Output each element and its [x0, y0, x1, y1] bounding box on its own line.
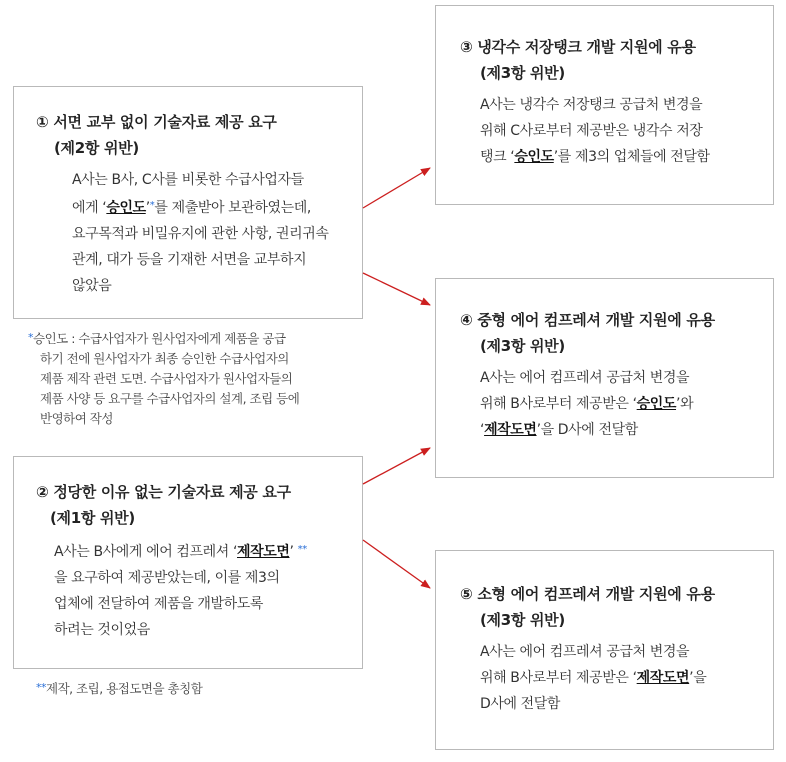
box-1-line: 관계, 대가 등을 기재한 서면을 교부하지	[72, 252, 307, 268]
arrow-box2-to-box5	[363, 540, 430, 588]
term-production-drawing: 제작도면	[636, 670, 690, 686]
box-1-line: 요구목적과 비밀유지에 관한 사항, 권리귀속	[72, 226, 329, 242]
arrow-box2-to-box4	[363, 448, 430, 484]
term-approval-drawing: 승인도	[106, 200, 146, 216]
box-2-subtitle: (제1항 위반)	[50, 509, 135, 527]
box-4-line: ‘제작도면’을 D사에 전달함	[480, 422, 638, 438]
box-2-line: 업체에 전달하여 제품을 개발하도록	[54, 596, 264, 612]
box-2-line: A사는 B사에게 에어 컴프레셔 ‘제작도면’ **	[54, 544, 307, 560]
box-3-title: ③ 냉각수 저장탱크 개발 지원에 유용	[460, 38, 696, 56]
box-5-subtitle: (제3항 위반)	[480, 611, 565, 629]
box-1-line: 에게 ‘승인도’*를 제출받아 보관하였는데,	[72, 200, 311, 216]
term-approval-drawing: 승인도	[514, 149, 554, 165]
box-3-subtitle: (제3항 위반)	[480, 64, 565, 82]
box-3-line: 위해 C사로부터 제공받은 냉각수 저장	[480, 123, 703, 139]
box-5-line: D사에 전달함	[480, 696, 561, 712]
footnote-marker: **	[297, 544, 307, 555]
footnote-marker: *	[28, 331, 33, 344]
footnote-production-drawing: **제작, 조립, 용접도면을 총칭함	[36, 681, 203, 696]
box-1-line: A사는 B사, C사를 비롯한 수급사업자들	[72, 172, 304, 188]
box-4-title: ④ 중형 에어 컴프레셔 개발 지원에 유용	[460, 311, 715, 329]
term-production-drawing: 제작도면	[237, 544, 290, 560]
footnote-marker: *	[149, 200, 155, 211]
box-1-subtitle: (제2항 위반)	[54, 139, 139, 157]
box-5-title: ⑤ 소형 에어 컴프레셔 개발 지원에 유용	[460, 585, 715, 603]
arrow-box1-to-box4	[363, 273, 430, 305]
box-2-title: ② 정당한 이유 없는 기술자료 제공 요구	[36, 483, 291, 501]
box-5-line: A사는 에어 컴프레셔 공급처 변경을	[480, 644, 690, 660]
box-2-line: 하려는 것이었음	[54, 622, 150, 638]
term-approval-drawing: 승인도	[636, 396, 677, 412]
box-5-line: 위해 B사로부터 제공받은 ‘제작도면’을	[480, 670, 707, 686]
footnote-approval-drawing: *승인도 : 수급사업자가 원사업자에게 제품을 공급 하기 전에 원사업자가 최종 승인한 수급사업자의 제품 제작 관련 도면. 수급사업자가 원사업자들의 제품 사양 등 요구를 수급사업자의 설계, 조립 등에 반영하여 작성	[28, 331, 300, 426]
arrow-box1-to-box3	[363, 168, 430, 208]
footnote-marker: **	[36, 681, 46, 694]
term-production-drawing: 제작도면	[484, 422, 537, 438]
box-2-line: 을 요구하여 제공받았는데, 이를 제3의	[54, 570, 280, 586]
box-4-line: 위해 B사로부터 제공받은 ‘승인도’와	[480, 396, 694, 412]
box-4-subtitle: (제3항 위반)	[480, 337, 565, 355]
box-1-title: ① 서면 교부 없이 기술자료 제공 요구	[36, 113, 277, 131]
box-1-line: 않았음	[72, 278, 112, 294]
box-3-line: A사는 냉각수 저장탱크 공급처 변경을	[480, 97, 703, 113]
box-3-line: 탱크 ‘승인도’를 제3의 업체들에 전달함	[480, 149, 710, 165]
box-4-line: A사는 에어 컴프레셔 공급처 변경을	[480, 370, 690, 386]
